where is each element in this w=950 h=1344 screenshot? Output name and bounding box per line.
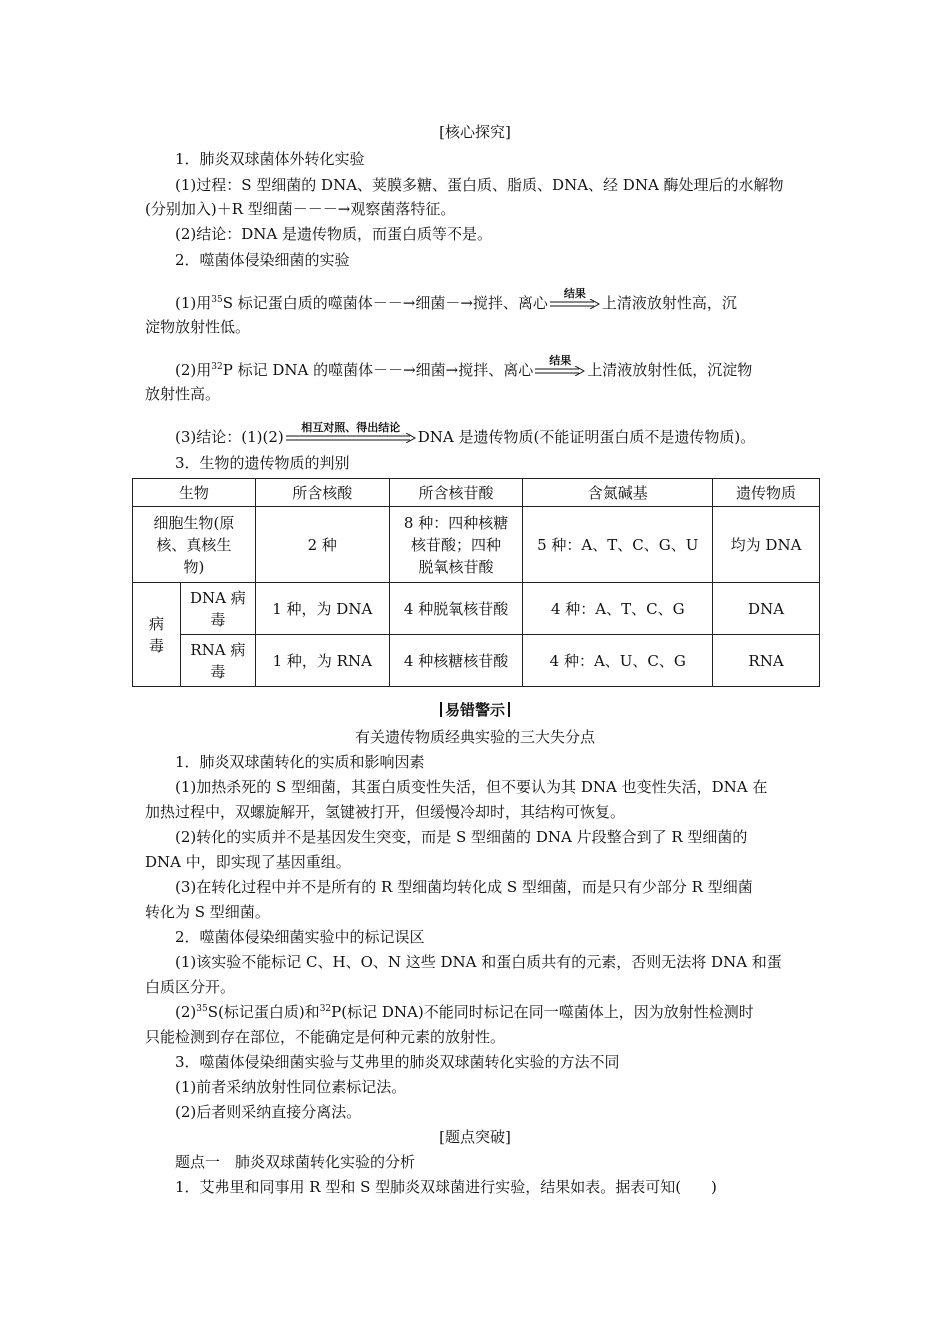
rna-virus-name: RNA 病 毒	[180, 635, 255, 687]
header-bases: 含氮碱基	[523, 479, 713, 507]
rna-virus-nucleotide: 4 种核糖核苷酸	[389, 635, 523, 687]
question-1: 1．艾弗里和同事用 R 型和 S 型肺炎双球菌进行实验，结果如表。据表可知( )	[175, 1178, 717, 1196]
w2-p1-line2: 白质区分开。	[145, 978, 236, 996]
s2-paragraph3: (3)结论：(1)(2) 相互对照、得出结论 DNA 是遗传物质(不能证明蛋白质不是遗传物质)。	[175, 421, 756, 446]
dna-virus-material: DNA	[713, 583, 820, 635]
header-nucleic-acid: 所含核酸	[255, 479, 389, 507]
dna-virus-nucleotide: 4 种脱氧核苷酸	[389, 583, 523, 635]
cell-bases: 5 种：A、T、C、G、U	[523, 507, 713, 583]
rna-virus-material: RNA	[713, 635, 820, 687]
w2-p1-line1: (1)该实验不能标记 C、H、O、N 这些 DNA 和蛋白质共有的元素，否则无法将 DNA 和蛋	[175, 953, 782, 971]
w1-p2-line1: (2)转化的实质并不是基因发生突变，而是 S 型细菌的 DNA 片段整合到了 R 型细菌的	[175, 828, 748, 846]
result-arrow: 结果	[550, 297, 600, 311]
section2-title: 2．噬菌体侵染细菌的实验	[175, 251, 350, 269]
cell-nucleotide: 8 种：四种核糖 核苷酸；四种 脱氧核苷酸	[389, 507, 523, 583]
s2-paragraph1: (1)用$^{35}$S 标记蛋白质的噬菌体－－→细菌－→搅拌、离心 结果 上清液放射性高，沉	[175, 287, 737, 312]
warning-heading: 易错警示	[0, 699, 950, 721]
table-row-cellular	[133, 507, 820, 583]
w3-title: 3．噬菌体侵染细菌实验与艾弗里的肺炎双球菌转化实验的方法不同	[175, 1053, 620, 1071]
dna-virus-name: DNA 病 毒	[180, 583, 255, 635]
s2-paragraph1-line2: 淀物放射性低。	[145, 318, 251, 336]
result-arrow: 结果	[535, 364, 585, 378]
s2-paragraph2-line2: 放射性高。	[145, 385, 221, 403]
w1-p1-line2: 加热过程中，双螺旋解开，氢键被打开，但缓慢冷却时，其结构可恢复。	[145, 803, 626, 821]
w2-p2-line2: 只能检测到存在部位，不能确定是何种元素的放射性。	[145, 1028, 506, 1046]
s2-paragraph2: (2)用$^{32}$P 标记 DNA 的噬菌体－－→细菌→搅拌、离心 结果 上清液放射性低，沉淀物	[175, 354, 753, 379]
table-header-row	[133, 479, 820, 507]
conclusion-arrow: 相互对照、得出结论	[286, 431, 416, 445]
header-genetic-material: 遗传物质	[713, 479, 820, 507]
w3-p1: (1)前者采纳放射性同位素标记法。	[175, 1078, 407, 1096]
section3-title: 3．生物的遗传物质的判别	[175, 454, 350, 472]
virus-label: 病 毒	[133, 583, 181, 687]
w2-title: 2．噬菌体侵染细菌实验中的标记误区	[175, 928, 425, 946]
s1-paragraph2: (2)结论：DNA 是遗传物质，而蛋白质等不是。	[175, 225, 493, 243]
header-organism: 生物	[133, 479, 256, 507]
w3-p2: (2)后者则采纳直接分离法。	[175, 1103, 362, 1121]
table-row-dna-virus	[133, 583, 820, 635]
header-nucleotide: 所含核苷酸	[389, 479, 523, 507]
s1-paragraph1-line1: (1)过程：S 型细菌的 DNA、荚膜多糖、蛋白质、脂质、DNA、经 DNA 酶处理后的水解物	[175, 176, 784, 194]
section-heading-core: [核心探究]	[439, 123, 511, 141]
w1-p1-line1: (1)加热杀死的 S 型细菌，其蛋白质变性失活，但不要认为其 DNA 也变性失活，DNA 在	[175, 778, 768, 796]
section1-title: 1．肺炎双球菌体外转化实验	[175, 150, 365, 168]
cell-organism: 细胞生物(原 核、真核生 物)	[133, 507, 256, 583]
w1-p3-line2: 转化为 S 型细菌。	[145, 903, 270, 921]
warning-subtitle: 有关遗传物质经典实验的三大失分点	[354, 728, 595, 746]
w1-title: 1．肺炎双球菌转化的实质和影响因素	[175, 753, 425, 771]
rna-virus-bases: 4 种：A、U、C、G	[523, 635, 713, 687]
w1-p2-line2: DNA 中，即实现了基因重组。	[145, 853, 351, 871]
s1-paragraph1-line2: (分别加入)＋R 型细菌－－－→观察菌落特征。	[145, 200, 456, 218]
w2-p2-line1: $(2)^{35}S$(标记蛋白质)和$^{32}$P(标记 DNA)不能同时标记在同一噬菌体上，因为放射性检测时	[175, 1003, 754, 1021]
dna-virus-nucleic: 1 种，为 DNA	[255, 583, 389, 635]
cell-material: 均为 DNA	[713, 507, 820, 583]
dna-virus-bases: 4 种：A、T、C、G	[523, 583, 713, 635]
practice-heading: [题点突破]	[439, 1128, 511, 1146]
w1-p3-line1: (3)在转化过程中并不是所有的 R 型细菌均转化成 S 型细菌，而是只有少部分 R 型细菌	[175, 878, 753, 896]
practice-topic: 题点一 肺炎双球菌转化实验的分析	[175, 1153, 416, 1171]
cell-nucleic: 2 种	[255, 507, 389, 583]
rna-virus-nucleic: 1 种，为 RNA	[255, 635, 389, 687]
table-row-rna-virus	[133, 635, 820, 687]
genetic-material-table	[132, 478, 820, 687]
